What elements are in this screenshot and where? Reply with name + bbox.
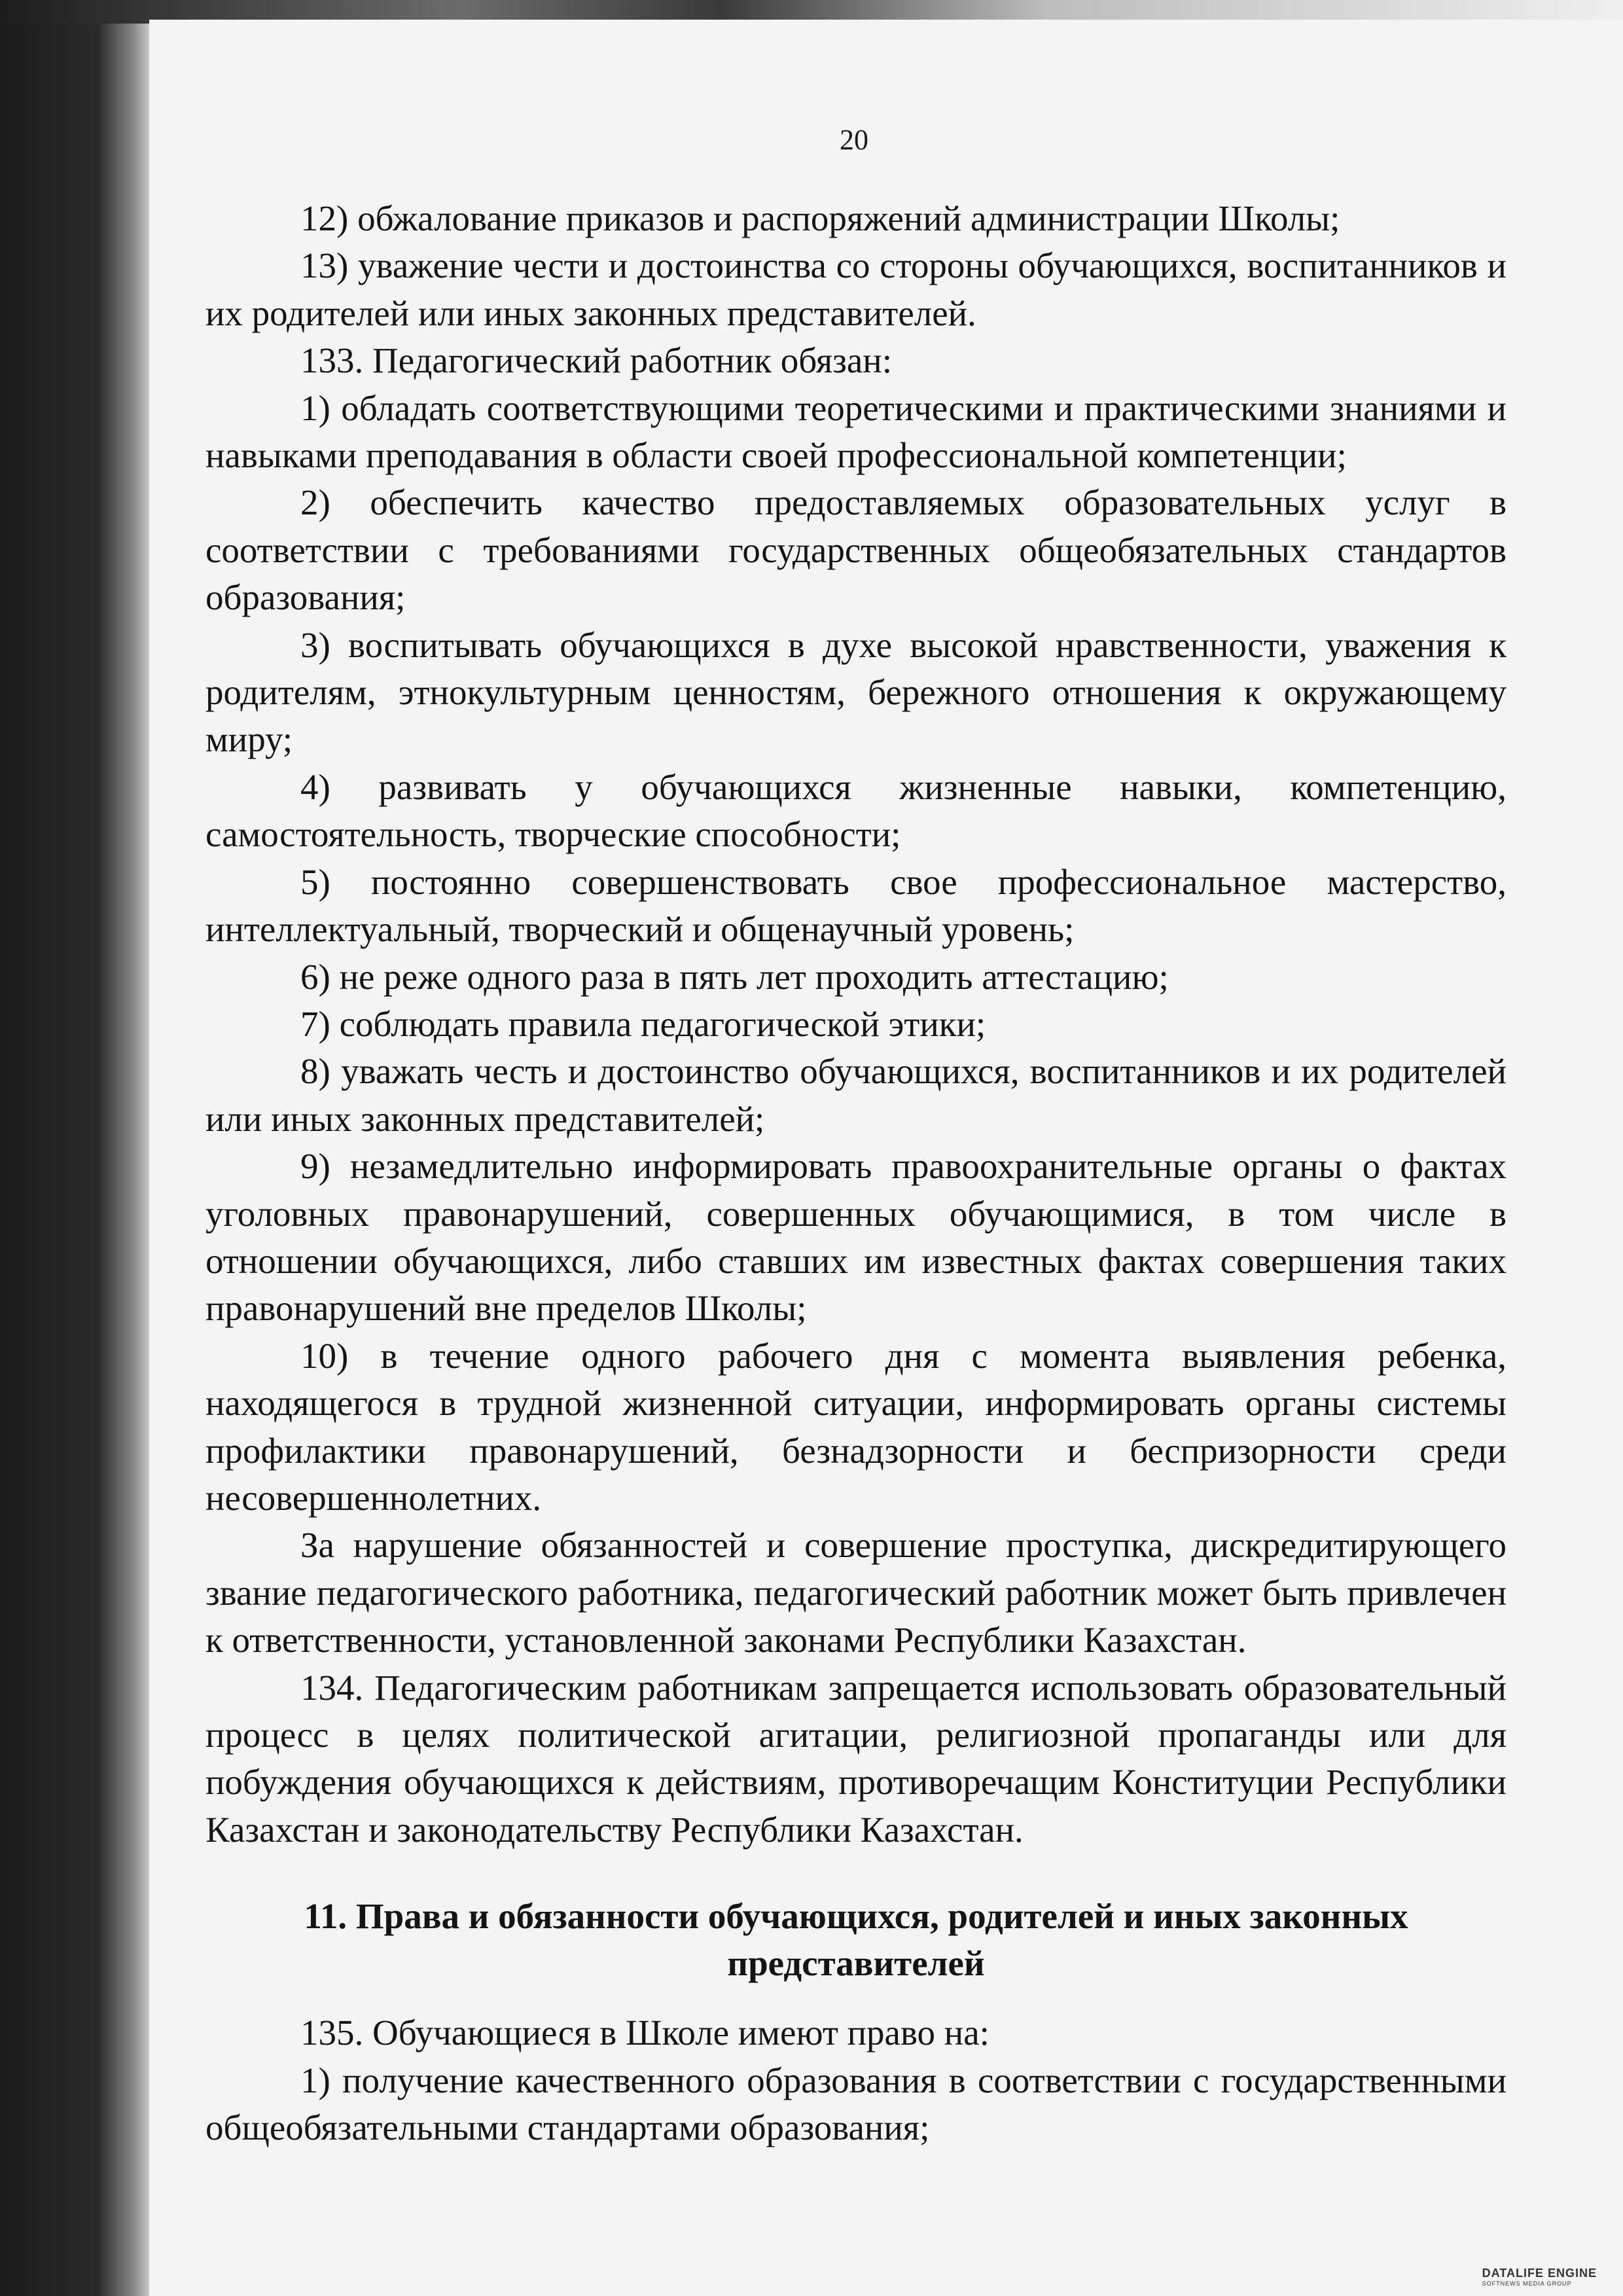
watermark-title: DATALIFE ENGINE xyxy=(1482,2267,1597,2280)
paragraph: За нарушение обязанностей и совершение проступка, дискредитирующего звание педагогического работника, педагогический работник может быть привлечен к ответственности, установленной законами Республики Казахстан. xyxy=(205,1525,1507,1660)
paragraph: 5) постоянно совершенствовать свое профессиональное мастерство, интеллектуальный, творческий и общенаучный уровень; xyxy=(205,861,1507,950)
paragraph: 13) уважение чести и достоинства со стороны обучающихся, воспитанников и их родителей или иных законных представителей. xyxy=(205,245,1507,333)
paragraph: 135. Обучающиеся в Школе имеют право на: xyxy=(300,2013,990,2053)
paragraph: 9) незамедлительно информировать правоохранительные органы о фактах уголовных правонарушений, совершенных обучающимися, в том числе в отношении обучающихся, либо ставших им известных фактах совершения таких правонарушений вне пределов Школы; xyxy=(205,1146,1507,1329)
page-number: 20 xyxy=(840,124,868,156)
paragraph: 134. Педагогическим работникам запрещается использовать образовательный процесс в целях политической агитации, религиозной пропаганды или для побуждения обучающихся к действиям, противоречащим Конституции Республики Казахстан и законодательству Республики Казахстан. xyxy=(205,1667,1507,1850)
paragraph: 1) обладать соответствующими теоретическими и практическими знаниями и навыками преподавания в области своей профессиональной компетенции; xyxy=(205,387,1507,476)
section-heading: 11. Права и обязанности обучающихся, родителей и иных законных представителей xyxy=(304,1896,1408,1984)
paragraph: 4) развивать у обучающихся жизненные навыки, компетенцию, самостоятельность, творческие способности; xyxy=(205,766,1507,855)
paragraph: 133. Педагогический работник обязан: xyxy=(300,340,892,381)
paragraph: 3) воспитывать обучающихся в духе высокой нравственности, уважения к родителям, этнокультурным ценностям, бережного отношения к окружающему миру; xyxy=(205,624,1507,760)
paragraph: 1) получение качественного образования в соответствии с государственными общеобязательными стандартами образования; xyxy=(205,2060,1507,2148)
paragraph: 6) не реже одного раза в пять лет проходить аттестацию; xyxy=(300,956,1169,997)
paragraph: 8) уважать честь и достоинство обучающихся, воспитанников и их родителей или иных законных представителей; xyxy=(205,1051,1507,1139)
paragraph: 7) соблюдать правила педагогической этики; xyxy=(300,1003,986,1044)
paragraph: 10) в течение одного рабочего дня с момента выявления ребенка, находящегося в трудной жизненной ситуации, информировать органы системы профилактики правонарушений, безнадзорности и беспризорности среди несовершеннолетних. xyxy=(205,1335,1507,1518)
paragraph: 2) обеспечить качество предоставляемых образовательных услуг в соответствии с требованиями государственных общеобязательных стандартов образования; xyxy=(205,482,1507,618)
datalife-engine-watermark xyxy=(1482,2267,1597,2287)
paragraph: 12) обжалование приказов и распоряжений администрации Школы; xyxy=(300,198,1340,238)
document-body xyxy=(205,195,1507,2151)
watermark-subtitle: SOFTNEWS MEDIA GROUP xyxy=(1482,2280,1572,2287)
